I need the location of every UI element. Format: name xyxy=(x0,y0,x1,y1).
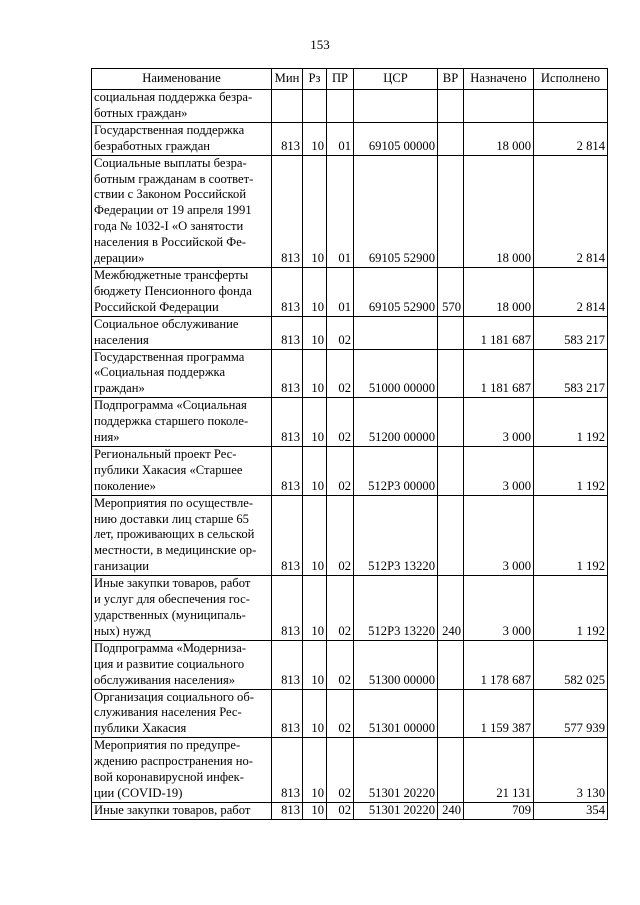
col-header-planned: Назначено xyxy=(464,69,534,90)
cell-rz: 10 xyxy=(303,349,327,398)
cell-min: 813 xyxy=(272,738,303,803)
cell-vr: 240 xyxy=(438,576,464,641)
cell-planned: 1 181 687 xyxy=(464,349,534,398)
cell-csr: 69105 52900 xyxy=(354,155,438,267)
table-row xyxy=(92,576,608,641)
cell-vr: 570 xyxy=(438,267,464,316)
col-header-executed: Исполнено xyxy=(534,69,608,90)
cell-planned: 1 178 687 xyxy=(464,640,534,689)
table-row xyxy=(92,495,608,576)
table-row xyxy=(92,316,608,349)
cell-planned: 3 000 xyxy=(464,398,534,447)
cell-rz: 10 xyxy=(303,689,327,738)
cell-planned: 1 181 687 xyxy=(464,316,534,349)
cell-pr: 02 xyxy=(327,576,354,641)
cell-rz: 10 xyxy=(303,316,327,349)
page-number: 153 xyxy=(310,37,330,52)
cell-csr: 512P3 13220 xyxy=(354,576,438,641)
cell-csr: 51301 20220 xyxy=(354,802,438,819)
table-row xyxy=(92,640,608,689)
cell-pr: 02 xyxy=(327,495,354,576)
table-row xyxy=(92,446,608,495)
cell-vr xyxy=(438,122,464,155)
cell-executed: 2 814 xyxy=(534,267,608,316)
cell-name: Иные закупки товаров, работ и услуг для обеспечения гос- ударственных (муниципаль- ных) нужд xyxy=(92,576,272,641)
cell-min: 813 xyxy=(272,122,303,155)
cell-csr xyxy=(354,316,438,349)
cell-planned: 709 xyxy=(464,802,534,819)
cell-planned: 18 000 xyxy=(464,267,534,316)
cell-name: социальная поддержка безра- ботных граждан» xyxy=(92,90,272,123)
cell-min: 813 xyxy=(272,689,303,738)
col-header-min: Мин xyxy=(272,69,303,90)
table-row xyxy=(92,802,608,819)
cell-rz: 10 xyxy=(303,155,327,267)
cell-executed: 1 192 xyxy=(534,398,608,447)
cell-min xyxy=(272,90,303,123)
col-header-csr: ЦСР xyxy=(354,69,438,90)
cell-name: Государственная программа «Социальная поддержка граждан» xyxy=(92,349,272,398)
cell-planned: 1 159 387 xyxy=(464,689,534,738)
table-row xyxy=(92,738,608,803)
cell-pr: 02 xyxy=(327,802,354,819)
cell-rz: 10 xyxy=(303,802,327,819)
table-row xyxy=(92,689,608,738)
cell-planned: 18 000 xyxy=(464,122,534,155)
cell-csr: 69105 52900 xyxy=(354,267,438,316)
cell-name: Мероприятия по осуществле- нию доставки лиц старше 65 лет, проживающих в сельской местности, в медицинские ор- ганизации xyxy=(92,495,272,576)
cell-pr: 02 xyxy=(327,738,354,803)
cell-name: Организация социального об- служивания населения Рес- публики Хакасия xyxy=(92,689,272,738)
col-header-vr: ВР xyxy=(438,69,464,90)
cell-pr: 02 xyxy=(327,398,354,447)
cell-vr xyxy=(438,155,464,267)
cell-csr: 51000 00000 xyxy=(354,349,438,398)
cell-csr: 51200 00000 xyxy=(354,398,438,447)
cell-pr: 02 xyxy=(327,689,354,738)
cell-vr xyxy=(438,689,464,738)
cell-name: Государственная поддержка безработных граждан xyxy=(92,122,272,155)
cell-name: Иные закупки товаров, работ xyxy=(92,802,272,819)
cell-rz: 10 xyxy=(303,640,327,689)
cell-rz: 10 xyxy=(303,738,327,803)
cell-rz: 10 xyxy=(303,495,327,576)
cell-min: 813 xyxy=(272,446,303,495)
table-row xyxy=(92,122,608,155)
cell-pr: 02 xyxy=(327,446,354,495)
col-header-rz: Рз xyxy=(303,69,327,90)
cell-vr xyxy=(438,640,464,689)
cell-rz: 10 xyxy=(303,576,327,641)
cell-min: 813 xyxy=(272,267,303,316)
cell-name: Подпрограмма «Социальная поддержка старшего поколе- ния» xyxy=(92,398,272,447)
cell-planned: 3 000 xyxy=(464,495,534,576)
cell-min: 813 xyxy=(272,316,303,349)
cell-name: Межбюджетные трансферты бюджету Пенсионного фонда Российской Федерации xyxy=(92,267,272,316)
cell-rz xyxy=(303,90,327,123)
table-header-row xyxy=(92,69,608,90)
cell-csr: 51301 20220 xyxy=(354,738,438,803)
cell-rz: 10 xyxy=(303,122,327,155)
cell-csr: 69105 00000 xyxy=(354,122,438,155)
cell-planned: 21 131 xyxy=(464,738,534,803)
cell-pr: 01 xyxy=(327,122,354,155)
cell-planned xyxy=(464,90,534,123)
cell-executed: 354 xyxy=(534,802,608,819)
cell-vr xyxy=(438,738,464,803)
cell-vr xyxy=(438,90,464,123)
cell-rz: 10 xyxy=(303,267,327,316)
cell-executed xyxy=(534,90,608,123)
cell-csr xyxy=(354,90,438,123)
table-row xyxy=(92,349,608,398)
cell-pr: 01 xyxy=(327,155,354,267)
cell-name: Социальные выплаты безра- ботным гражданам в соответ- ствии с Законом Российской Федерации от 19 апреля 1991 года № 1032-I «О занятости населения в Российской Фе- дерации» xyxy=(92,155,272,267)
cell-executed: 2 814 xyxy=(534,122,608,155)
cell-name: Социальное обслуживание населения xyxy=(92,316,272,349)
cell-min: 813 xyxy=(272,802,303,819)
cell-executed: 583 217 xyxy=(534,349,608,398)
cell-csr: 512P3 00000 xyxy=(354,446,438,495)
cell-planned: 3 000 xyxy=(464,446,534,495)
cell-executed: 2 814 xyxy=(534,155,608,267)
cell-vr xyxy=(438,349,464,398)
cell-pr: 02 xyxy=(327,640,354,689)
cell-name: Подпрограмма «Модерниза- ция и развитие социального обслуживания населения» xyxy=(92,640,272,689)
table-row xyxy=(92,155,608,267)
cell-executed: 1 192 xyxy=(534,495,608,576)
cell-executed: 1 192 xyxy=(534,576,608,641)
cell-csr: 51300 00000 xyxy=(354,640,438,689)
cell-planned: 18 000 xyxy=(464,155,534,267)
budget-table xyxy=(91,68,608,820)
table-row xyxy=(92,90,608,123)
cell-vr xyxy=(438,316,464,349)
cell-pr: 01 xyxy=(327,267,354,316)
cell-executed: 582 025 xyxy=(534,640,608,689)
table-row xyxy=(92,398,608,447)
table-body xyxy=(92,90,608,820)
cell-csr: 512P3 13220 xyxy=(354,495,438,576)
cell-rz: 10 xyxy=(303,398,327,447)
cell-executed: 3 130 xyxy=(534,738,608,803)
cell-pr: 02 xyxy=(327,316,354,349)
cell-min: 813 xyxy=(272,155,303,267)
col-header-pr: ПР xyxy=(327,69,354,90)
cell-name: Мероприятия по предупре- ждению распространения но- вой коронавирусной инфек- ции (COVID-19) xyxy=(92,738,272,803)
cell-min: 813 xyxy=(272,495,303,576)
cell-executed: 583 217 xyxy=(534,316,608,349)
cell-pr xyxy=(327,90,354,123)
cell-executed: 577 939 xyxy=(534,689,608,738)
cell-vr xyxy=(438,495,464,576)
cell-pr: 02 xyxy=(327,349,354,398)
col-header-name: Наименование xyxy=(92,69,272,90)
cell-min: 813 xyxy=(272,640,303,689)
cell-name: Региональный проект Рес- публики Хакасия «Старшее поколение» xyxy=(92,446,272,495)
cell-executed: 1 192 xyxy=(534,446,608,495)
cell-csr: 51301 00000 xyxy=(354,689,438,738)
cell-vr: 240 xyxy=(438,802,464,819)
cell-min: 813 xyxy=(272,349,303,398)
table-row xyxy=(92,267,608,316)
cell-min: 813 xyxy=(272,398,303,447)
cell-vr xyxy=(438,446,464,495)
cell-vr xyxy=(438,398,464,447)
cell-planned: 3 000 xyxy=(464,576,534,641)
cell-min: 813 xyxy=(272,576,303,641)
cell-rz: 10 xyxy=(303,446,327,495)
